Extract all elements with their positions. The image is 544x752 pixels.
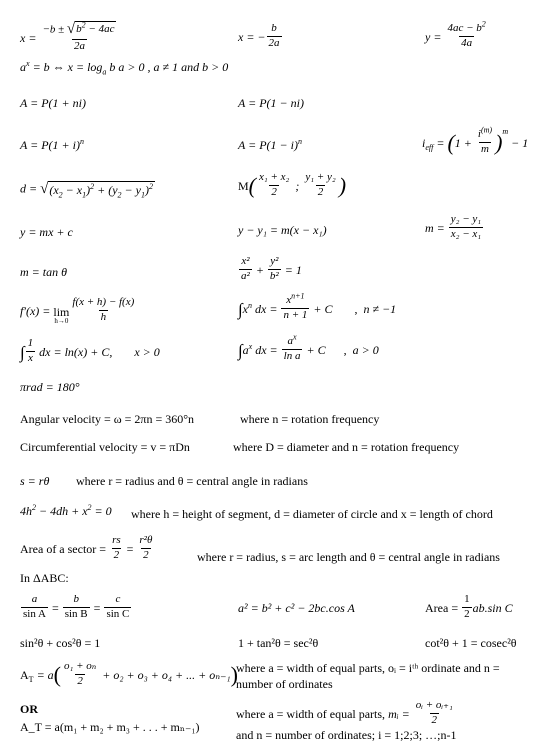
quadratic-fraction: $\frac{-b \pm √b^2 - 4ac}{2a}$ <box>42 20 115 52</box>
vertex-y-lhs: y = <box>425 29 445 44</box>
pythagorean-identity-tan-sec: 1 + tan²θ = sec²θ <box>238 636 319 650</box>
circumferential-velocity-note: where D = diameter and n = rotation frequency <box>233 440 460 454</box>
sine-rule: $\frac{a}{\text{sin A}}$ = $\frac{b}{\text{sin B}}$ = $\frac{c}{\text{sin C}}$ <box>23 593 130 620</box>
vertex-x-fraction: $\frac{b}{2a}$ <box>268 22 280 49</box>
cosine-rule: a² = b² + c² − 2bc.cos A <box>238 601 355 615</box>
point-slope-formula: y − y₁ = m(x − x₁) <box>238 223 327 237</box>
midpoint-formula: M( $\frac{\text{x₁ + x₂}}{2}$ ; $\frac{\text{y₁ + y₂}}{2}$ ) <box>238 171 347 199</box>
mid-ordinate-rule: $A_T = a$( $\frac{\text{o₁ + oₙ}}{2}$ + o₂ + o₃ + o₄ + ... + oₙ₋₁) <box>20 660 238 688</box>
simple-interest-formula: A = P(1 + ni) <box>20 96 86 110</box>
compound-depreciation-formula: $A = P(1 - i)^n$ <box>238 137 302 152</box>
power-rule-integral: $\int x^n$ dx = $\frac{x^{n+1}}{n + 1}$ + C , n ≠ −1 <box>238 291 397 321</box>
distance-formula: $d = √(x_2 - x_1)^2 + (y_2 - y_1)^2$ <box>20 181 153 199</box>
triangle-area-formula: Area = $\frac{1}{2}$ ab.sin C <box>425 593 513 620</box>
vertex-y-fraction: $\frac{4ac - b^2}{4a}$ <box>447 19 486 49</box>
ellipse-formula: $\frac{\text{x²}}{\text{a²}}$ + $\frac{\text{y²}}{\text{b²}}$ = 1 <box>241 255 302 282</box>
vertex-y-formula <box>425 19 489 51</box>
quadratic-lhs: x = <box>20 30 40 45</box>
mid-ordinate-alt-note-line1: where a = width of equal parts, mᵢ = $\frac{\text{oᵢ + oᵢ₊₁}}{2}$ <box>236 699 453 726</box>
sector-area-formula: Area of a sector = $\frac{rs}{2}$ = $\frac{\text{r²θ}}{2}$ <box>20 534 153 561</box>
log-definition: $a^x = b$ ⇔ $x = \log_a b$ a > 0 , a ≠ 1 and b > 0 <box>20 59 229 77</box>
reciprocal-integral: ∫ $\frac{1}{x}$ dx = ln(x) + C, x > 0 <box>20 337 160 364</box>
derivative-definition: f′(x) = lim h→0 $\frac{f(x + h) - f(x)}{h}$ <box>20 296 135 325</box>
vertex-x-lhs: x = − <box>238 29 266 44</box>
exponential-integral: $\int a^x$ dx = $\frac{a^x}{\text{ln a}}$ + C , a > 0 <box>238 332 379 362</box>
quadratic-radicand-rest: − 4ac <box>85 23 115 36</box>
radians-conversion: πrad = 180° <box>20 380 80 394</box>
quadratic-radicand-b: b <box>76 23 82 36</box>
pythagorean-identity-cot-cosec: cot²θ + 1 = cosec²θ <box>425 636 517 650</box>
triangle-heading: In ΔABC: <box>20 571 69 585</box>
mid-ordinate-note-line1: where a = width of equal parts, oᵢ = iᵗʰ ordinate and n = <box>236 661 500 675</box>
circumferential-velocity-formula: Circumferential velocity = v = πDn <box>20 440 190 454</box>
or-label: OR <box>20 702 38 716</box>
compound-interest-formula: $A = P(1 + i)^n$ <box>20 137 84 152</box>
mid-ordinate-alt-formula: A_T = a(m₁ + m₂ + m₃ + . . . + mₙ₋₁) <box>20 720 200 734</box>
slope-formula: m = $\frac{\text{y₂ − y₁}}{\text{x₂ − x₁}}$ <box>425 213 482 240</box>
quadratic-denominator: 2a <box>73 39 85 52</box>
quadratic-formula <box>20 20 119 54</box>
inclination-formula: m = tan θ <box>20 265 67 279</box>
segment-note: where h = height of segment, d = diameter of circle and x = length of chord <box>131 507 493 521</box>
quadratic-numerator-a: −b ± <box>42 23 67 36</box>
pythagorean-identity-sin-cos: sin²θ + cos²θ = 1 <box>20 636 101 650</box>
effective-rate-formula: $i_{eff} = (1$ + $\frac{i^{(m)}}{m}$ )$^m$ − 1 <box>422 125 529 156</box>
vertex-x-formula <box>238 22 283 51</box>
angular-velocity-note: where n = rotation frequency <box>240 412 380 426</box>
segment-formula: $4h^2 - 4dh + x^2 = 0$ <box>20 503 112 518</box>
arc-length-formula: s = rθ <box>20 474 50 488</box>
mid-ordinate-note-line2: number of ordinates <box>236 677 333 691</box>
sector-area-note: where r = radius, s = arc length and θ = central angle in radians <box>197 550 500 564</box>
mid-ordinate-alt-note-line2: and n = number of ordinates; i = 1;2;3; …;n-1 <box>236 728 457 742</box>
simple-depreciation-formula: A = P(1 − ni) <box>238 96 304 110</box>
quadratic-radicand-exp: 2 <box>81 20 86 30</box>
arc-length-note: where r = radius and θ = central angle in radians <box>76 474 308 488</box>
line-formula: y = mx + c <box>20 225 73 239</box>
angular-velocity-formula: Angular velocity = ω = 2πn = 360°n <box>20 412 195 426</box>
